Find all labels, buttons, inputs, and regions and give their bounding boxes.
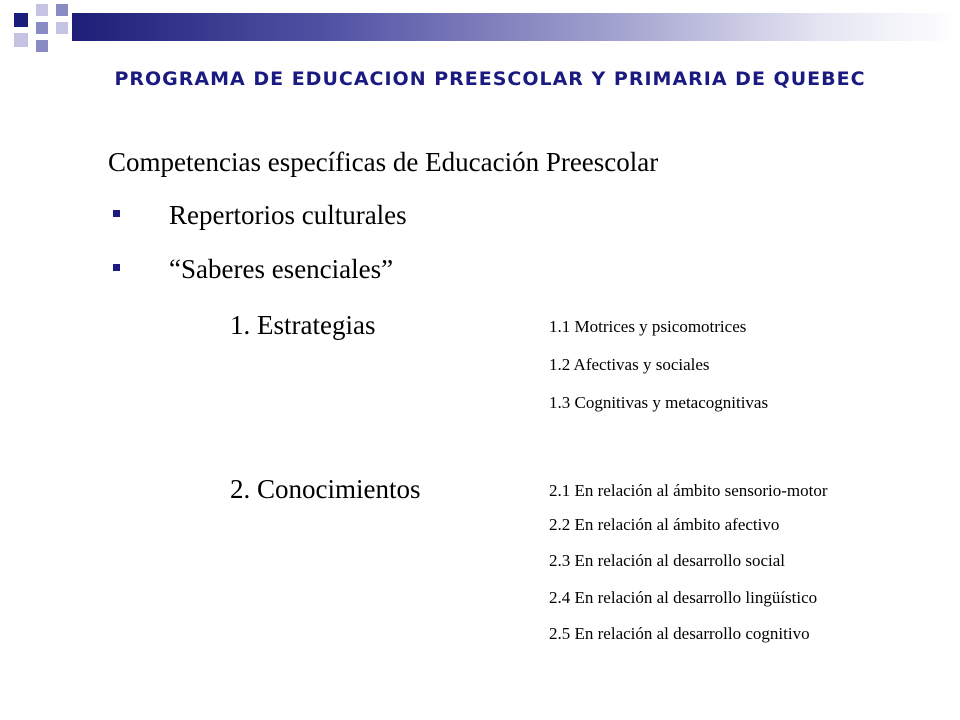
list-item: 1.1 Motrices y psicomotrices <box>549 317 747 336</box>
list-item: 1.3 Cognitivas y metacognitivas <box>549 393 769 412</box>
header-gradient-bar <box>72 13 960 41</box>
decor-square-light <box>14 33 28 47</box>
list-item: 2.2 En relación al ámbito afectivo <box>549 515 780 534</box>
decor-square-light <box>56 22 68 34</box>
group-label-estrategias: 1. Estrategias <box>230 310 376 340</box>
square-bullet-icon <box>113 264 120 271</box>
bullet-item: “Saberes esenciales” <box>169 254 394 284</box>
decor-square-mid <box>56 4 68 16</box>
list-item: 2.5 En relación al desarrollo cognitivo <box>549 624 810 643</box>
bullet-item: Repertorios culturales <box>169 200 407 230</box>
list-item: 2.1 En relación al ámbito sensorio-motor <box>549 481 828 500</box>
slide-title: PROGRAMA DE EDUCACION PREESCOLAR Y PRIMARIA DE QUEBEC <box>114 68 866 90</box>
group-label-conocimientos: 2. Conocimientos <box>230 474 421 504</box>
decor-square-mid <box>36 40 48 52</box>
list-item: 2.4 En relación al desarrollo lingüístico <box>549 588 818 607</box>
square-bullet-icon <box>113 210 120 217</box>
section-heading: Competencias específicas de Educación Preescolar <box>108 147 659 177</box>
list-item: 2.3 En relación al desarrollo social <box>549 551 786 570</box>
decor-square-mid <box>36 22 48 34</box>
list-item: 1.2 Afectivas y sociales <box>549 355 710 374</box>
decor-square-light <box>36 4 48 16</box>
decor-square-dark <box>14 13 28 27</box>
